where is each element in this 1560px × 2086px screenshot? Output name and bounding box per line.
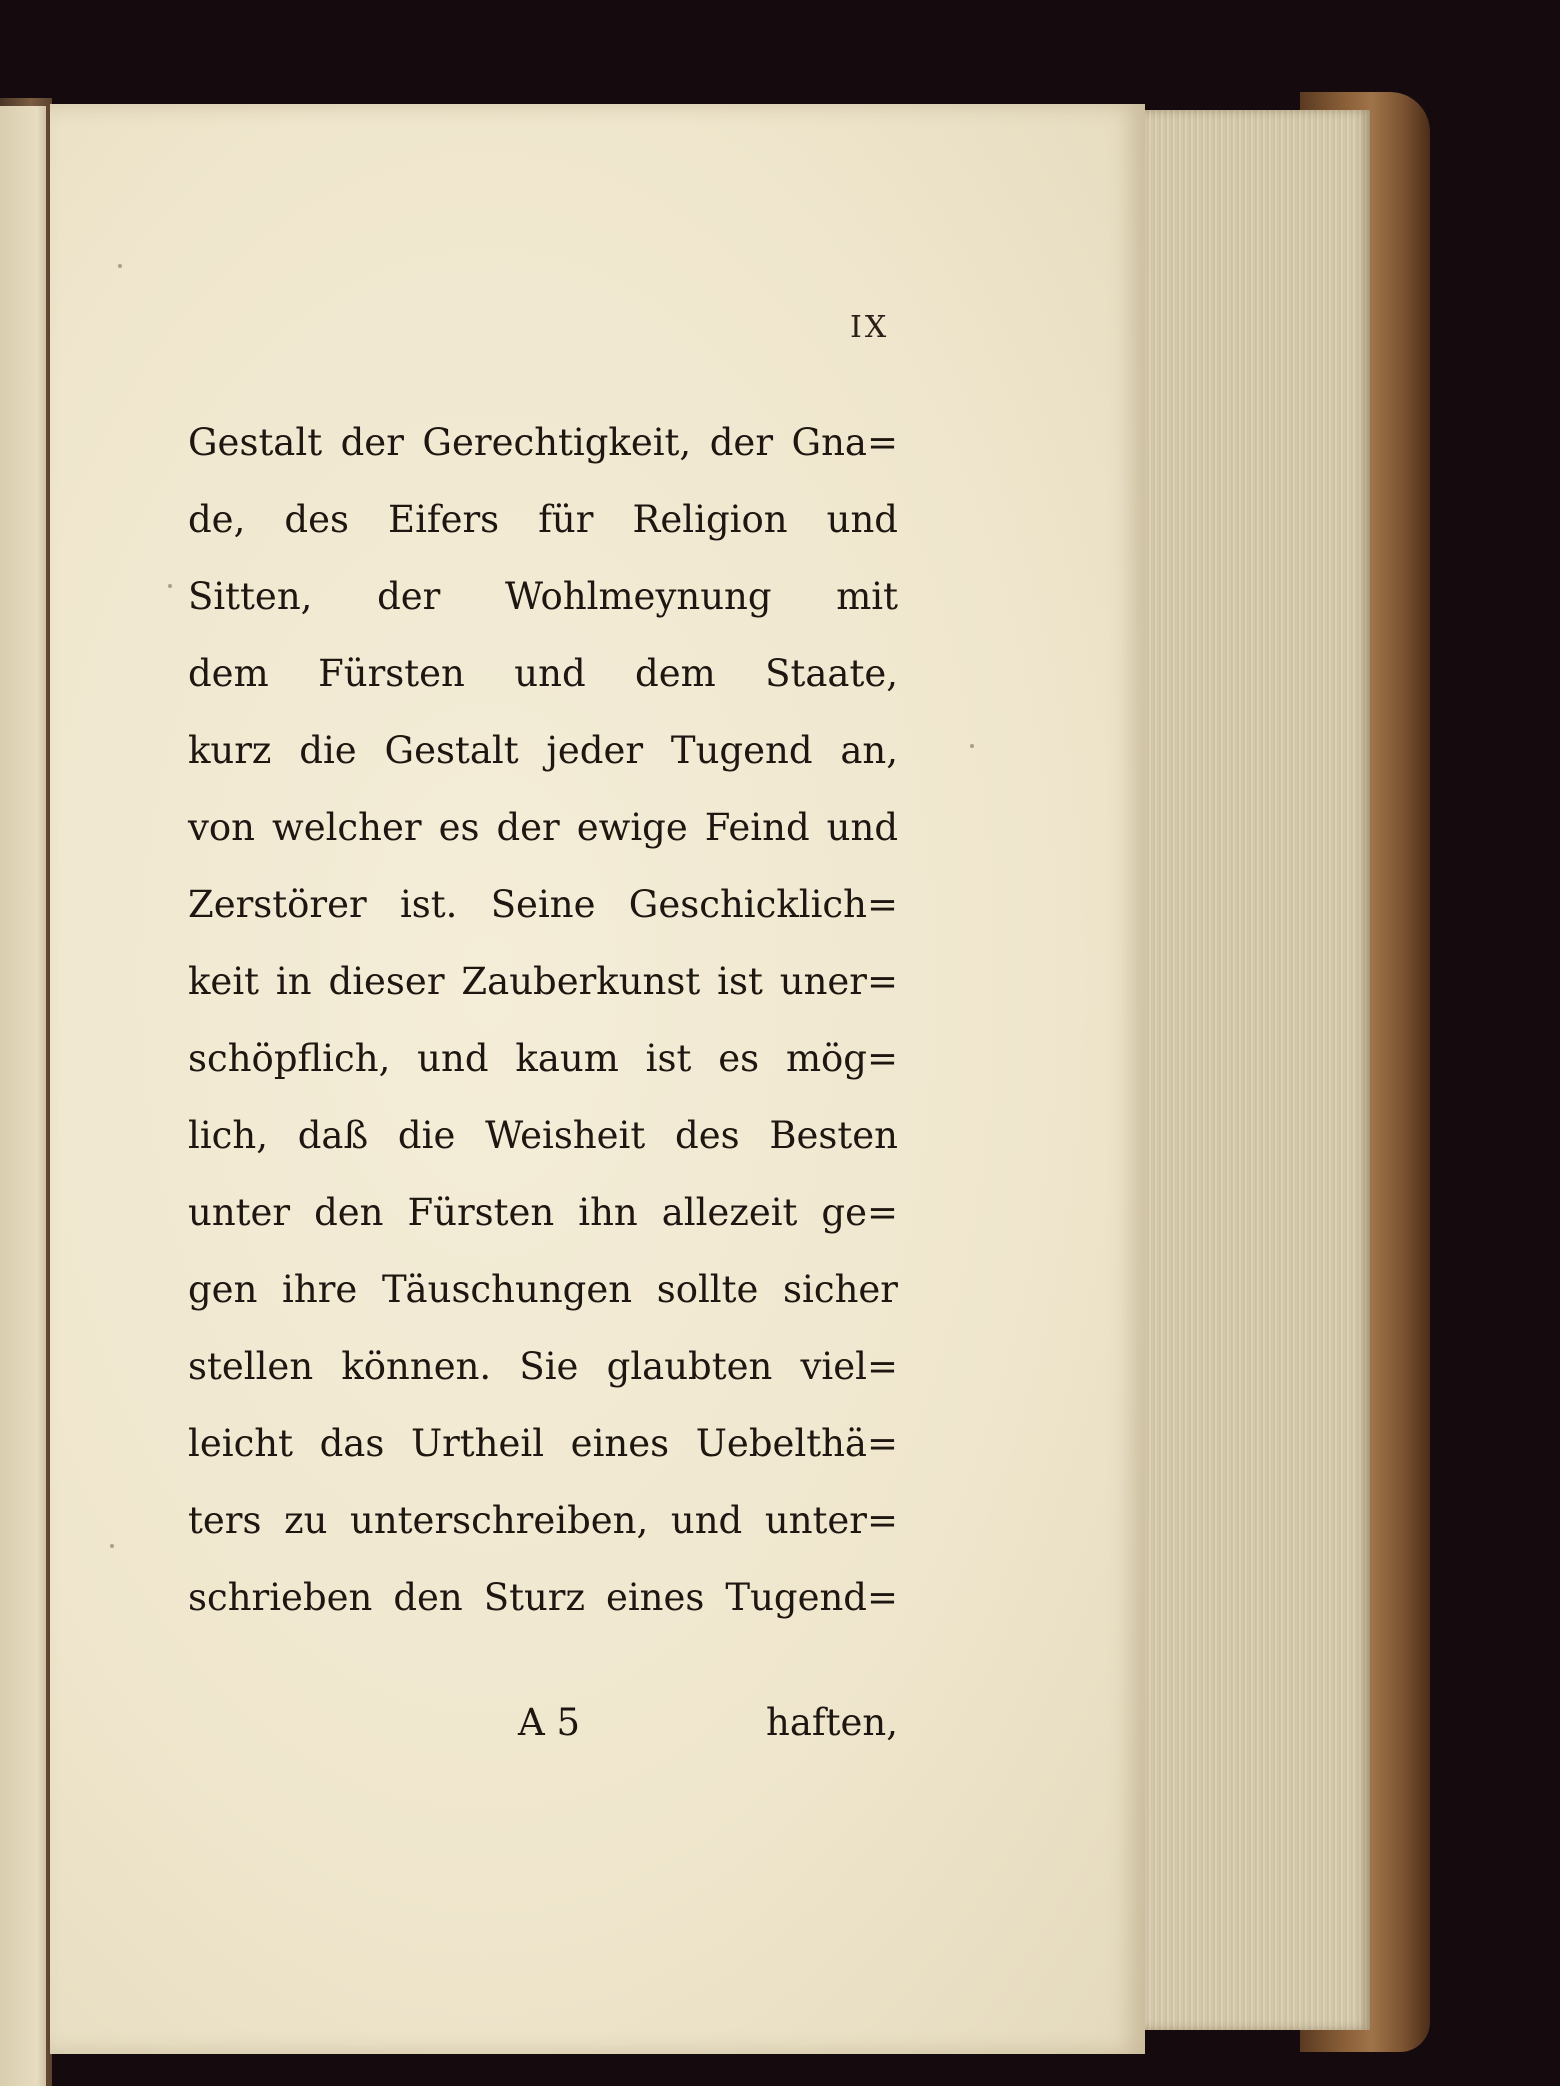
text-line: dem Fürsten und dem Staate, — [188, 652, 898, 695]
page-number: IX — [850, 310, 890, 345]
catchword: haften, — [766, 1701, 898, 1744]
text-line: Zerstörer ist. Seine Geschicklich= — [188, 883, 898, 926]
text-line: Gestalt der Gerechtigkeit, der Gna= — [188, 421, 898, 464]
text-line: von welcher es der ewige Feind und — [188, 806, 898, 849]
text-line: leicht das Urtheil eines Uebelthä= — [188, 1422, 898, 1465]
text-line: ters zu unterschreiben, und unter= — [188, 1499, 898, 1542]
body-text — [188, 404, 898, 1636]
text-line: de, des Eifers für Religion und — [188, 498, 898, 541]
page-footer — [188, 1684, 898, 1761]
paper-speck — [970, 744, 974, 748]
paper-speck — [110, 1544, 114, 1548]
paper-speck — [118, 264, 122, 268]
text-line: Sitten, der Wohlmeynung mit — [188, 575, 898, 618]
text-line: stellen können. Sie glaubten viel= — [188, 1345, 898, 1388]
paper-speck — [168, 584, 172, 588]
text-line: schöpflich, und kaum ist es mög= — [188, 1037, 898, 1080]
text-line: gen ihre Täuschungen sollte sicher — [188, 1268, 898, 1311]
text-line: schrieben den Sturz eines Tugend= — [188, 1576, 898, 1619]
text-line: lich, daß die Weisheit des Besten — [188, 1114, 898, 1157]
text-line: kurz die Gestalt jeder Tugend an, — [188, 729, 898, 772]
signature-mark: A 5 — [518, 1701, 581, 1744]
text-line: keit in dieser Zauberkunst ist uner= — [188, 960, 898, 1003]
text-line: unter den Fürsten ihn allezeit ge= — [188, 1191, 898, 1234]
book-page — [50, 104, 1145, 2054]
left-page-edge — [0, 106, 46, 2086]
page-edges — [1140, 110, 1370, 2030]
